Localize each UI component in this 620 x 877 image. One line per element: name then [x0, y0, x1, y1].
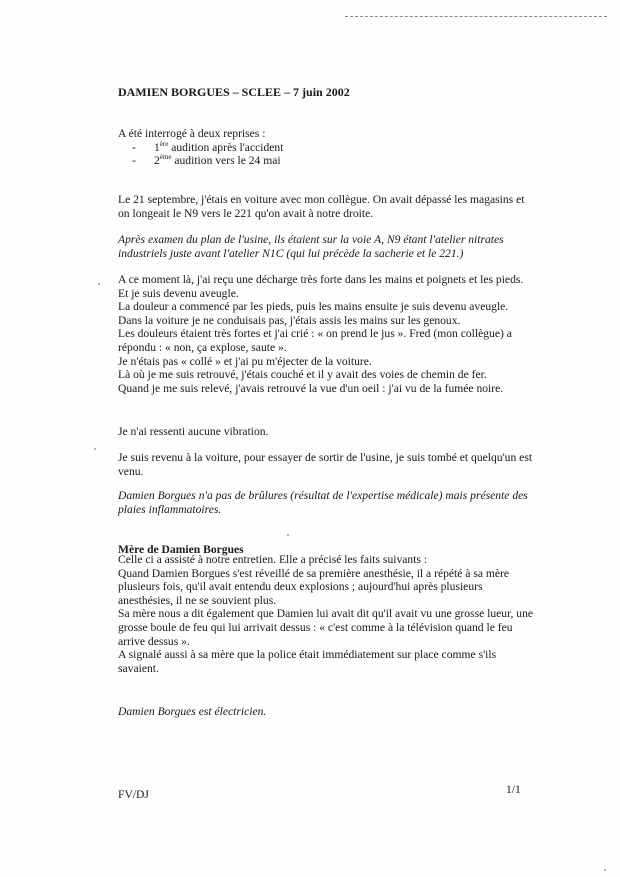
hearing-item-2	[118, 154, 538, 167]
testimony-line: Là où je me suis retrouvé, j'étais couché et il y avait des voies de chemin de fer.	[118, 368, 487, 382]
hearing-number: 2	[154, 153, 160, 167]
testimony-line: Les douleurs étaient très fortes et j'ai crié : « on prend le jus ». Fred (mon collègue) a répondu : « non, ça explose, saute ».	[118, 327, 512, 354]
hearings-lead: A été interrogé à deux reprises :	[118, 127, 266, 140]
hearing-ordinal: ème	[159, 152, 172, 161]
mother-statement-line: Celle ci a assisté à notre entretien. Elle a précisé les faits suivants :	[118, 553, 428, 566]
testimony-no-vibration: Je n'ai ressenti aucune vibration.	[118, 425, 269, 438]
document-title: DAMIEN BORGUES – SCLEE – 7 juin 2002	[118, 85, 350, 99]
testimony-line: Dans la voiture je ne conduisais pas, j'étais assis les mains sur les genoux.	[118, 313, 461, 327]
investigator-note-medical: Damien Borgues n'a pas de brûlures (résultat de l'expertise médicale) mais présente des plaies inflammatoires.	[118, 489, 528, 516]
hearing-text: audition vers le 24 mai	[171, 153, 281, 167]
investigator-note-location: Après examen du plan de l'usine, ils étaient sur la voie A, N9 étant l'atelier nitrates industriels juste avant l'atelier N1C (qui lui précède la sacherie et le 221.)	[118, 233, 504, 260]
scan-speck	[604, 869, 606, 871]
bullet-dash: -	[132, 153, 136, 167]
scan-speck	[94, 448, 96, 450]
hearing-text: audition après l'accident	[168, 140, 284, 154]
footer-initials: FV/DJ	[118, 788, 149, 801]
mother-statement-line: Quand Damien Borgues s'est réveillé de sa première anesthésie, il a répété à sa mère plusieurs fois, qu'il avait entendu deux explosions ; aujourd'hui après plusieurs anesthésies, il ne se souvient plus.	[118, 566, 510, 607]
testimony-return-to-car: Je suis revenu à la voiture, pour essayer de sortir de l'usine, je suis tombé et quelqu'un est venu.	[118, 451, 533, 478]
testimony-line: Je n'étais pas « collé » et j'ai pu m'éjecter de la voiture.	[118, 354, 372, 368]
section-title-mother: Mère de Damien Borgues	[118, 543, 244, 556]
scan-speck	[98, 283, 100, 285]
hearing-number: 1	[154, 140, 160, 154]
hearings-section	[118, 127, 538, 167]
testimony-paragraph-1: Le 21 septembre, j'étais en voiture avec mon collègue. On avait dépassé les magasins et on longeait le N9 vers le 221 qu'on avait à notre droite.	[118, 193, 525, 220]
scan-artifact-line	[345, 16, 607, 17]
bullet-dash: -	[132, 140, 136, 154]
scan-speck	[287, 534, 289, 536]
mother-statement	[118, 553, 538, 675]
testimony-line: La douleur a commencé par les pieds, puis les mains ensuite je suis devenu aveugle.	[118, 300, 509, 314]
testimony-paragraph-events	[118, 273, 538, 395]
hearing-ordinal: ère	[159, 139, 169, 148]
mother-statement-line: A signalé aussi à sa mère que la police était immédiatement sur place comme s'ils savaient.	[118, 648, 497, 675]
footer-page-number: 1/1	[506, 783, 521, 796]
testimony-line: A ce moment là, j'ai reçu une décharge très forte dans les mains et poignets et les pieds.	[118, 273, 524, 286]
testimony-line: Et je suis devenu aveugle.	[118, 286, 239, 300]
hearings-list	[118, 141, 538, 167]
testimony-line: Quand je me suis relevé, j'avais retrouvé la vue d'un oeil : j'ai vu de la fumée noire.	[118, 381, 504, 395]
investigator-note-profession: Damien Borgues est électricien.	[118, 705, 267, 718]
mother-statement-line: Sa mère nous a dit également que Damien lui avait dit qu'il avait vu une grosse lueur, une grosse boule de feu qui lui arrivait dessus : « c'est comme à la télévision quand le feu arrive dessus ».	[118, 607, 534, 648]
hearing-item-1	[118, 141, 538, 154]
